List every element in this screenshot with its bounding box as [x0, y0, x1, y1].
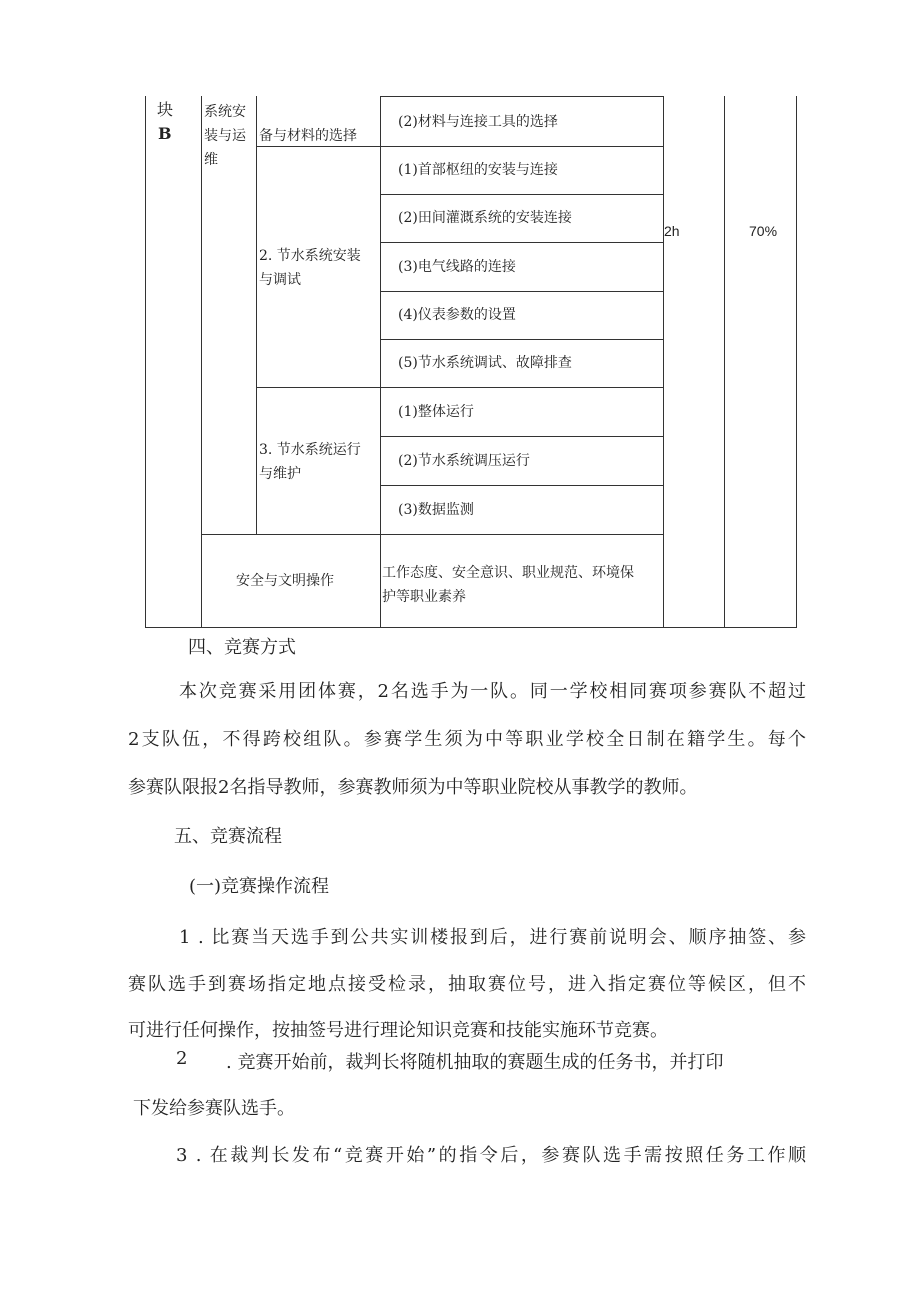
weight-value: 70%	[749, 223, 778, 239]
section-title-line: 3. 节水系统运行	[259, 442, 361, 458]
group-label-line: 维	[204, 152, 218, 168]
table-divider	[201, 96, 202, 628]
table-divider	[380, 96, 664, 97]
table-divider	[201, 534, 664, 535]
list-item-line: 下发给参赛队选手。	[133, 1098, 295, 1119]
group-label-line: 装与运	[204, 128, 246, 144]
paragraph-line: 本次竞赛采用团体赛，2名选手为一队。同一学校相同赛项参赛队不超过	[179, 681, 806, 702]
duration-value: 2h	[664, 223, 680, 239]
table-divider	[380, 242, 664, 243]
table-border-right	[796, 96, 797, 628]
list-item-line: 1 . 比赛当天选手到公共实训楼报到后，进行赛前说明会、顺序抽签、参	[179, 927, 806, 948]
task-item: (2)田间灌溉系统的安装连接	[398, 210, 572, 226]
table-divider	[380, 291, 664, 292]
table-divider	[380, 436, 664, 437]
list-item-number: 2	[176, 1048, 188, 1069]
group-label-line: 系统安	[204, 104, 246, 120]
list-item-line: 可进行任何操作，按抽签号进行理论知识竞赛和技能实施环节竞赛。	[128, 1020, 668, 1041]
task-item: (5)节水系统调试、故障排查	[398, 355, 572, 371]
module-letter: B	[158, 124, 172, 143]
task-item: (4)仪表参数的设置	[398, 307, 516, 323]
safety-title: 安全与文明操作	[236, 573, 334, 589]
list-item-line: . 竞赛开始前，裁判长将随机抽取的赛题生成的任务书，并打印	[226, 1052, 724, 1073]
task-item: (2)材料与连接工具的选择	[398, 114, 558, 130]
table-divider	[380, 194, 664, 195]
table-divider	[380, 485, 664, 486]
section-heading-4: 四、竞赛方式	[188, 637, 296, 658]
task-item: (1)整体运行	[398, 404, 474, 420]
section-title-line: 与调试	[259, 272, 301, 288]
sub-task-label: 备与材料的选择	[259, 128, 357, 144]
task-item: (3)电气线路的连接	[398, 259, 516, 275]
list-item-line: 赛队选手到赛场指定地点接受检录，抽取赛位号，进入指定赛位等候区，但不	[128, 974, 806, 995]
task-item: (2)节水系统调压运行	[398, 453, 530, 469]
table-divider	[724, 96, 725, 628]
table-divider	[380, 96, 381, 628]
safety-desc-line: 工作态度、安全意识、职业规范、环境保	[382, 565, 634, 581]
section-title-line: 2. 节水系统安装	[259, 248, 361, 264]
paragraph-line: 参赛队限报2名指导教师，参赛教师须为中等职业院校从事教学的教师。	[128, 777, 698, 798]
table-divider	[380, 339, 664, 340]
list-item-line: 3 . 在裁判长发布“竞赛开始”的指令后，参赛队选手需按照任务工作顺	[176, 1145, 806, 1166]
module-char: 块	[157, 100, 174, 119]
table-border-left	[145, 96, 146, 628]
sub-heading: (一)竞赛操作流程	[189, 876, 330, 897]
table-divider	[256, 96, 257, 534]
section-heading-5: 五、竞赛流程	[174, 826, 282, 847]
task-item: (3)数据监测	[398, 502, 474, 518]
paragraph-line: 2支队伍，不得跨校组队。参赛学生须为中等职业学校全日制在籍学生。每个	[128, 729, 806, 750]
safety-desc-line: 护等职业素养	[382, 589, 466, 605]
table-divider	[663, 96, 664, 628]
table-divider	[256, 387, 664, 388]
section-title-line: 与维护	[259, 466, 301, 482]
task-item: (1)首部枢纽的安装与连接	[398, 162, 558, 178]
table-border-bottom	[145, 627, 797, 628]
